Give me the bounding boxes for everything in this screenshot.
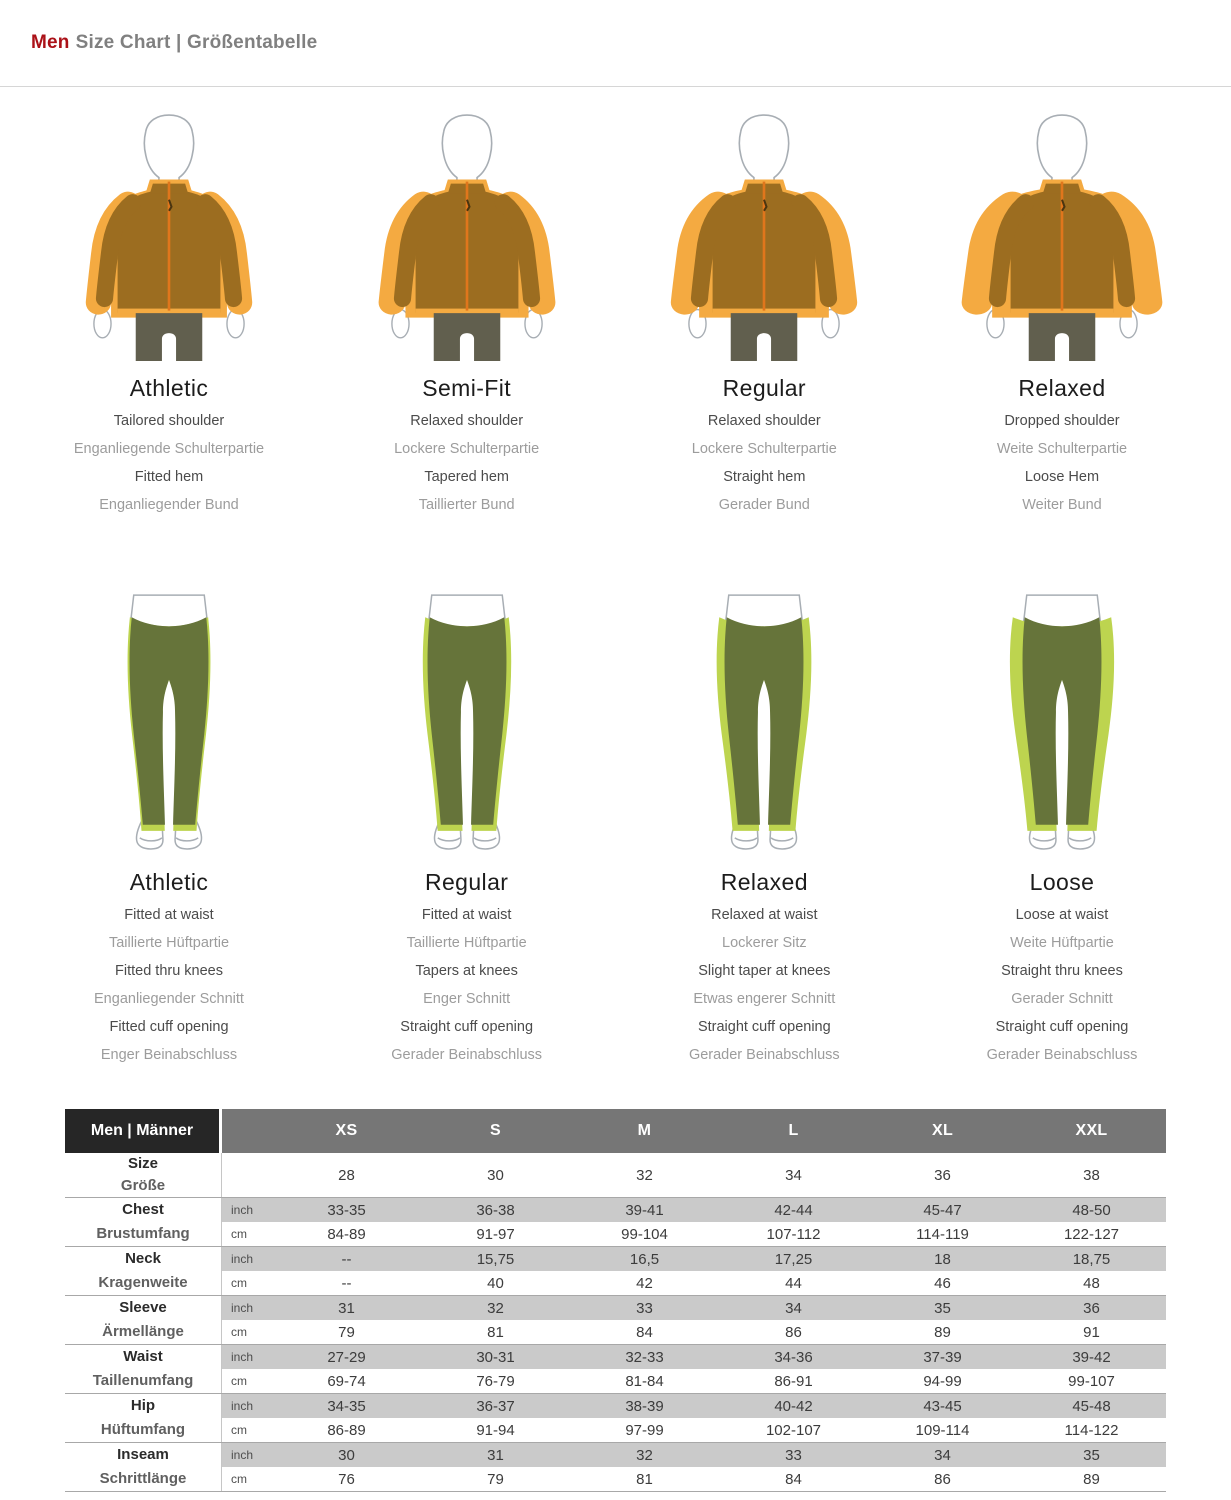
unit-label: inch (231, 1301, 254, 1315)
measurement-value-cell: 30-31 (476, 1348, 515, 1366)
unit-label (222, 1153, 272, 1197)
fit-description-line-en: Dropped shoulder (1004, 413, 1120, 429)
fit-description-line-de: Enganliegender Bund (99, 497, 239, 513)
fit-description-line-en: Fitted at waist (421, 907, 512, 923)
measurement-value-cell: 32 (487, 1299, 504, 1317)
fit-description (30, 901, 308, 1069)
fit-description (625, 407, 903, 519)
measurement-value-cell: 76-79 (476, 1372, 515, 1390)
measurement-label-en: Hip (130, 1397, 156, 1414)
fit-description-line-de: Taillierte Hüftpartie (108, 935, 230, 951)
fit-card (625, 583, 903, 1069)
measurement-value-cell: 34 (934, 1446, 951, 1464)
measurement-value-cell: 86-89 (327, 1421, 366, 1439)
measurement-value-cell: 97-99 (625, 1421, 664, 1439)
jacket-fit-illustration (351, 109, 583, 361)
measurement-value-cell: 45-48 (1072, 1397, 1111, 1415)
pants-body (725, 617, 804, 825)
measurement-group (65, 1246, 1166, 1295)
measurement-value-cell: 91-94 (476, 1421, 515, 1439)
fit-description-line-de: Taillierter Bund (418, 497, 515, 513)
jacket-body (997, 180, 1126, 314)
measurement-value-cell: 27-29 (327, 1348, 366, 1366)
measurement-label-de: Brustumfang (96, 1225, 190, 1242)
fit-description (923, 901, 1201, 1069)
unit-label: inch (231, 1203, 254, 1217)
fit-title: Semi-Fit (422, 375, 512, 401)
unit-label: inch (231, 1399, 254, 1413)
measurement-label-de: Ärmellänge (102, 1323, 184, 1340)
measurement-value-cell: 76 (338, 1470, 355, 1488)
measurement-group (65, 1344, 1166, 1393)
size-label-de: Größe (120, 1177, 166, 1194)
fit-description-line-en: Relaxed at waist (711, 907, 818, 923)
measurement-label-en: Neck (125, 1250, 161, 1267)
measurement-value-cell: 43-45 (923, 1397, 962, 1415)
fit-title: Relaxed (1018, 375, 1106, 401)
measurement-value-cell: 84-89 (327, 1225, 366, 1243)
unit-label: inch (231, 1350, 254, 1364)
unit-label: cm (231, 1227, 247, 1241)
measurement-value-cell: 48 (1083, 1274, 1100, 1292)
measurement-value-cell: 81 (636, 1470, 653, 1488)
measurement-value-cell: 69-74 (327, 1372, 366, 1390)
measurement-value-cell: 89 (1083, 1470, 1100, 1488)
fit-description-line-de: Weiter Bund (1022, 497, 1102, 513)
pants-fit-illustration (351, 583, 583, 855)
measurement-value-cell: 91 (1083, 1323, 1100, 1341)
table-header-row (65, 1109, 1166, 1153)
pants-fit-illustration (648, 583, 880, 855)
measurement-value-cell: 35 (1083, 1446, 1100, 1464)
measurement-value-cell: 114-119 (916, 1225, 969, 1243)
measurement-value-cell: -- (341, 1250, 352, 1268)
fit-description-line-en: Relaxed shoulder (707, 413, 821, 429)
fit-description-line-de: Gerader Beinabschluss (391, 1047, 543, 1063)
trousers (731, 313, 798, 361)
fit-description-line-en: Tailored shoulder (113, 413, 225, 429)
measurement-value-cell: 33-35 (327, 1201, 366, 1219)
measurement-value-cell: 42 (636, 1274, 653, 1292)
measurement-value-cell: 86-91 (774, 1372, 813, 1390)
fit-description-line-de: Gerader Beinabschluss (986, 1047, 1138, 1063)
unit-label: inch (231, 1448, 254, 1462)
size-value-cell: 30 (487, 1166, 504, 1184)
measurement-group (65, 1442, 1166, 1491)
pants-fit-section (0, 583, 1231, 1069)
size-value-cell: 36 (934, 1166, 951, 1184)
page-title-text: Size Chart | Größentabelle (75, 32, 318, 53)
size-value-cell: 28 (338, 1166, 355, 1184)
pants-body (427, 617, 506, 825)
size-header-cells (222, 1109, 1166, 1153)
measurement-value-cell: 94-99 (923, 1372, 962, 1390)
fit-description-line-de: Etwas engerer Schnitt (693, 991, 836, 1007)
measurement-cm-row (222, 1222, 1166, 1246)
measurement-value-cell: 81 (487, 1323, 504, 1341)
measurement-label-en: Inseam (117, 1446, 169, 1463)
size-value-cell: 32 (636, 1166, 653, 1184)
fit-card (30, 583, 308, 1069)
fit-description-line-en: Straight cuff opening (995, 1019, 1129, 1035)
fit-description (328, 407, 606, 519)
measurement-inch-row (222, 1394, 1166, 1418)
jacket-fit-section (0, 109, 1231, 519)
measurement-value-cell: 36-37 (476, 1397, 515, 1415)
pants-body (130, 617, 209, 825)
size-label-en: Size (127, 1155, 158, 1172)
fit-description-line-de: Lockerer Sitz (722, 935, 807, 951)
measurement-value-cell: 40 (487, 1274, 504, 1292)
measurement-value-cell: 31 (487, 1446, 504, 1464)
fit-description-line-de: Weite Hüftpartie (1010, 935, 1114, 951)
fit-description-line-en: Fitted cuff opening (109, 1019, 229, 1035)
fit-card (328, 583, 606, 1069)
measurement-group (65, 1197, 1166, 1246)
fit-title: Relaxed (720, 869, 808, 895)
unit-label: cm (231, 1423, 247, 1437)
measurement-value-cell: 107-112 (766, 1225, 821, 1243)
measurement-value-cell: 17,25 (774, 1250, 813, 1268)
size-column-header: M (637, 1122, 652, 1139)
fit-description-line-en: Tapered hem (424, 469, 509, 485)
fit-description-line-de: Gerader Schnitt (1011, 991, 1113, 1007)
size-row-values (222, 1153, 1166, 1197)
unit-label: cm (231, 1325, 247, 1339)
fit-title: Regular (424, 869, 509, 895)
measurement-value-cell: 35 (934, 1299, 951, 1317)
measurement-value-cell: 31 (338, 1299, 355, 1317)
size-column-header: L (788, 1122, 799, 1139)
measurement-label-en: Waist (123, 1348, 163, 1365)
fit-description-line-de: Gerader Beinabschluss (688, 1047, 840, 1063)
measurement-value-cell: 36 (1083, 1299, 1100, 1317)
unit-header-cell (222, 1109, 272, 1153)
measurement-value-cell: 114-122 (1064, 1421, 1119, 1439)
measurement-value-cell: 99-107 (1068, 1372, 1115, 1390)
measurement-value-cell: 39-42 (1072, 1348, 1111, 1366)
trousers (1029, 313, 1096, 361)
measurement-rows (222, 1296, 1166, 1344)
fit-description (923, 407, 1201, 519)
fit-description-line-de: Lockere Schulterpartie (394, 441, 540, 457)
measurement-label (65, 1198, 222, 1246)
measurement-rows (222, 1394, 1166, 1442)
fit-title: Loose (1029, 869, 1095, 895)
measurement-value-cell: 33 (785, 1446, 802, 1464)
measurement-label-de: Schrittlänge (99, 1470, 187, 1487)
measurement-value-cell: 79 (487, 1470, 504, 1488)
page-title (31, 32, 317, 54)
measurement-label-de: Taillenumfang (92, 1372, 194, 1389)
measurement-value-cell: 86 (934, 1470, 951, 1488)
measurement-value-cell: 18,75 (1072, 1250, 1111, 1268)
unit-label: cm (231, 1374, 247, 1388)
measurement-group (65, 1393, 1166, 1442)
jacket-body (104, 180, 233, 314)
fit-description-line-en: Fitted hem (134, 469, 204, 485)
fit-description-line-en: Straight cuff opening (400, 1019, 534, 1035)
measurement-value-cell: 122-127 (1063, 1225, 1120, 1243)
measurement-value-cell: 34-36 (774, 1348, 813, 1366)
fit-description-line-en: Tapers at knees (415, 963, 518, 979)
fit-title: Athletic (129, 375, 209, 401)
fit-description (30, 407, 308, 519)
fit-description-line-en: Straight thru knees (1001, 963, 1123, 979)
jacket-fit-illustration (53, 109, 285, 361)
size-column-header: XXL (1075, 1122, 1108, 1139)
measurement-value-cell: 33 (636, 1299, 653, 1317)
measurement-cm-row (222, 1467, 1166, 1491)
measurement-cm-row (222, 1369, 1166, 1393)
fit-description-line-en: Slight taper at knees (698, 963, 831, 979)
measurement-label (65, 1443, 222, 1491)
fit-description-line-en: Fitted at waist (124, 907, 214, 923)
measurement-cm-row (222, 1271, 1166, 1295)
measurement-label-en: Sleeve (119, 1299, 167, 1316)
fit-card (328, 109, 606, 519)
jacket-body (402, 180, 531, 314)
measurement-label (65, 1247, 222, 1295)
size-column-header: S (490, 1122, 501, 1139)
measurement-value-cell: 15,75 (476, 1250, 515, 1268)
size-column-header: XS (335, 1122, 358, 1139)
table-corner-cell: Men | Männer (65, 1109, 222, 1153)
measurement-value-cell: 84 (785, 1470, 802, 1488)
fit-description-line-de: Enganliegende Schulterpartie (73, 441, 265, 457)
measurement-value-cell: 109-114 (915, 1421, 970, 1439)
fit-description-line-de: Enganliegender Schnitt (94, 991, 244, 1007)
jacket-body (700, 180, 829, 314)
measurement-value-cell: 79 (338, 1323, 355, 1341)
measurement-value-cell: 89 (934, 1323, 951, 1341)
fit-title: Athletic (129, 869, 209, 895)
fit-description-line-en: Fitted thru knees (115, 963, 223, 979)
measurement-value-cell: 99-104 (621, 1225, 668, 1243)
measurement-value-cell: 36-38 (476, 1201, 515, 1219)
measurement-rows (222, 1443, 1166, 1491)
measurement-rows (222, 1247, 1166, 1295)
measurement-rows (222, 1345, 1166, 1393)
measurement-label (65, 1296, 222, 1344)
fit-description-line-en: Straight cuff opening (697, 1019, 831, 1035)
jacket-fit-illustration (648, 109, 880, 361)
pants-body (1022, 617, 1101, 825)
measurement-value-cell: 16,5 (629, 1250, 660, 1268)
measurement-value-cell: 39-41 (625, 1201, 664, 1219)
gender-label: Men (31, 32, 70, 53)
measurement-value-cell: -- (341, 1274, 352, 1292)
jacket-fit-illustration (946, 109, 1178, 361)
measurement-value-cell: 84 (636, 1323, 653, 1341)
fit-card (30, 109, 308, 519)
measurement-label-de: Hüftumfang (100, 1421, 186, 1438)
fit-description-line-en: Relaxed shoulder (410, 413, 524, 429)
measurement-value-cell: 42-44 (774, 1201, 813, 1219)
unit-label: cm (231, 1276, 247, 1290)
measurement-value-cell: 48-50 (1072, 1201, 1111, 1219)
fit-description-line-de: Enger Schnitt (423, 991, 511, 1007)
measurement-inch-row (222, 1345, 1166, 1369)
measurement-value-cell: 86 (785, 1323, 802, 1341)
measurement-inch-row (222, 1198, 1166, 1222)
measurement-label-de: Kragenweite (98, 1274, 188, 1291)
fit-card (923, 109, 1201, 519)
measurement-inch-row (222, 1443, 1166, 1467)
size-row-label (65, 1153, 222, 1197)
measurement-label (65, 1345, 222, 1393)
fit-description-line-de: Taillierte Hüftpartie (406, 935, 527, 951)
page-header (0, 0, 1231, 87)
size-column-header: XL (931, 1122, 954, 1139)
measurement-value-cell: 34-35 (327, 1397, 366, 1415)
unit-label: cm (231, 1472, 247, 1486)
measurement-label (65, 1394, 222, 1442)
trousers (136, 313, 203, 361)
measurement-value-cell: 34 (785, 1299, 802, 1317)
fit-description (328, 901, 606, 1069)
measurement-value-cell: 32-33 (625, 1348, 664, 1366)
measurement-cm-row (222, 1418, 1166, 1442)
measurement-value-cell: 102-107 (765, 1421, 822, 1439)
pants-fit-illustration (53, 583, 285, 855)
fit-description-line-en: Loose at waist (1015, 907, 1109, 923)
measurement-inch-row (222, 1247, 1166, 1271)
fit-description (625, 901, 903, 1069)
fit-card (923, 583, 1201, 1069)
measurement-value-cell: 18 (934, 1250, 951, 1268)
fit-description-line-de: Gerader Bund (718, 497, 810, 513)
measurement-group (65, 1295, 1166, 1344)
measurement-value-cell: 44 (785, 1274, 802, 1292)
measurement-value-cell: 38-39 (625, 1397, 664, 1415)
trousers (433, 313, 500, 361)
measurement-value-cell: 81-84 (625, 1372, 664, 1390)
unit-label: inch (231, 1252, 254, 1266)
fit-description-line-en: Straight hem (723, 469, 806, 485)
measurement-inch-row (222, 1296, 1166, 1320)
measurement-value-cell: 37-39 (923, 1348, 962, 1366)
size-value-cell: 34 (785, 1166, 802, 1184)
measurement-rows (222, 1198, 1166, 1246)
measurement-value-cell: 46 (934, 1274, 951, 1292)
measurement-label-en: Chest (122, 1201, 164, 1218)
measurement-value-cell: 40-42 (774, 1397, 813, 1415)
fit-description-line-de: Enger Beinabschluss (100, 1047, 238, 1063)
measurement-value-cell: 45-47 (923, 1201, 962, 1219)
fit-description-line-de: Weite Schulterpartie (996, 441, 1128, 457)
fit-card (625, 109, 903, 519)
measurement-cm-row (222, 1320, 1166, 1344)
fit-description-line-en: Loose Hem (1024, 469, 1100, 485)
measurement-value-cell: 30 (338, 1446, 355, 1464)
measurement-value-cell: 91-97 (476, 1225, 515, 1243)
pants-fit-illustration (946, 583, 1178, 855)
measurement-value-cell: 32 (636, 1446, 653, 1464)
size-value-cell: 38 (1083, 1166, 1100, 1184)
size-table (65, 1109, 1166, 1492)
fit-title: Regular (722, 375, 806, 401)
size-row (65, 1153, 1166, 1197)
fit-description-line-de: Lockere Schulterpartie (691, 441, 837, 457)
